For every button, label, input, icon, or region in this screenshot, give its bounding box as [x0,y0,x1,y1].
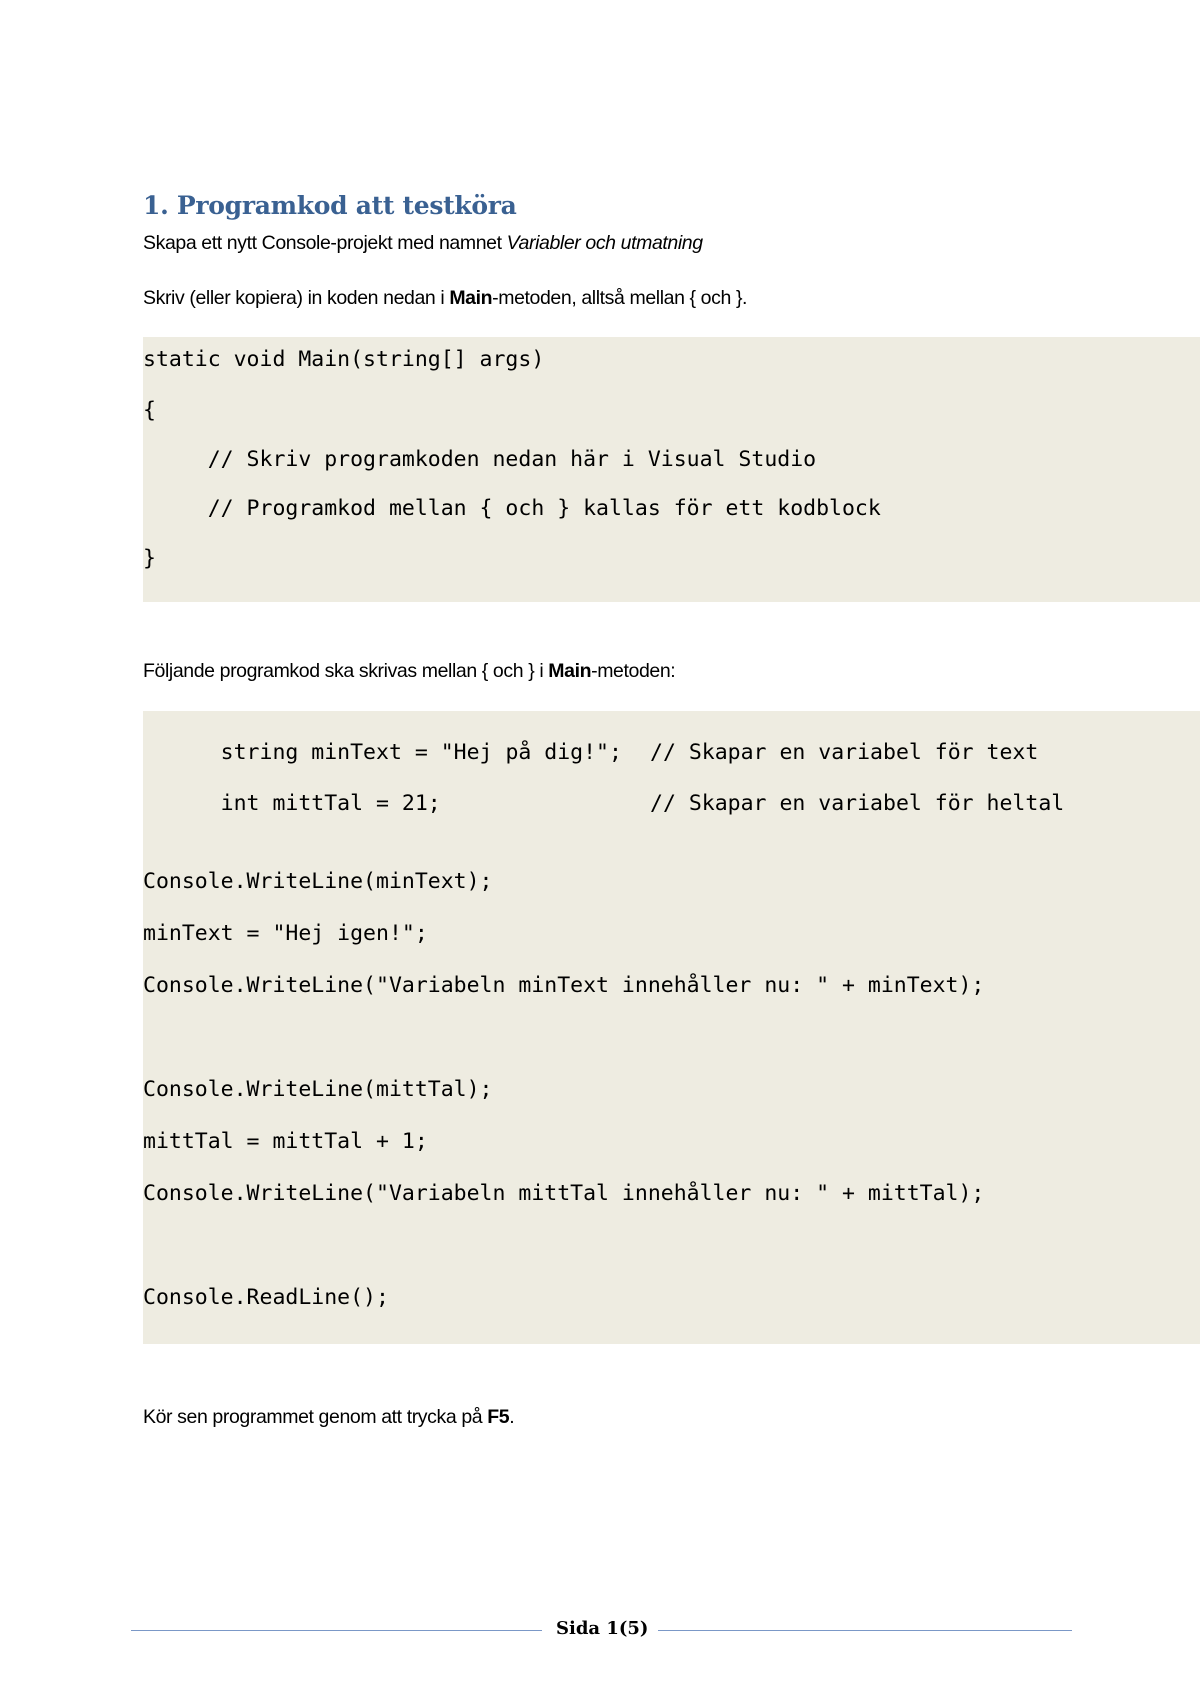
code-line-6: Console.WriteLine(mittTal); [143,1077,493,1102]
project-name: Variabler och utmatning [506,232,703,254]
code-line-8: Console.WriteLine("Variabeln mittTal innehåller nu: " + mittTal); [143,1181,985,1206]
intro-text: Skapa ett nytt Console-projekt med namnet [143,232,507,254]
section-heading: 1. Programkod att testköra [143,191,517,220]
code-line-1: string minText = "Hej på dig!"; [220,740,622,765]
code-block-main-method [143,337,1200,602]
code-comment-1: // Skapar en variabel för text [650,740,1039,765]
code-line [143,765,1200,843]
run-post: . [509,1406,515,1428]
run-key: F5 [487,1406,510,1428]
page-number: Sida 1(5) [556,1618,649,1639]
code-line-3: Console.WriteLine(minText); [143,869,493,894]
code-line-2: int mittTal = 21; [220,791,441,816]
code-line-4: minText = "Hej igen!"; [143,921,428,946]
run-paragraph [143,1406,514,1429]
instruction-pre: Skriv (eller kopiera) in koden nedan i [143,287,450,309]
code-line: } [143,546,156,571]
instruction-main: Main [449,287,493,309]
code-line: static void Main(string[] args) [143,347,545,372]
instruction-post: -metoden, alltså mellan { och }. [492,287,748,309]
code-line-7: mittTal = mittTal + 1; [143,1129,428,1154]
following-post: -metoden: [591,660,676,682]
code-line: // Skriv programkoden nedan här i Visual Studio [143,447,817,472]
code-block-variables [143,711,1200,1344]
code-line: // Programkod mellan { och } kallas för ett kodblock [143,496,881,521]
code-line-9: Console.ReadLine(); [143,1285,389,1310]
intro-paragraph [143,232,703,255]
instruction-paragraph [143,287,747,310]
following-paragraph [143,660,675,683]
code-comment-2: // Skapar en variabel för heltal [650,791,1065,816]
code-line: { [143,398,156,423]
run-pre: Kör sen programmet genom att trycka på [143,1406,488,1428]
following-pre: Följande programkod ska skrivas mellan { och } i [143,660,549,682]
code-line-5: Console.WriteLine("Variabeln minText innehåller nu: " + minText); [143,973,985,998]
footer-rule-right [658,1630,1072,1631]
following-main: Main [548,660,592,682]
footer-rule-left [131,1630,542,1631]
